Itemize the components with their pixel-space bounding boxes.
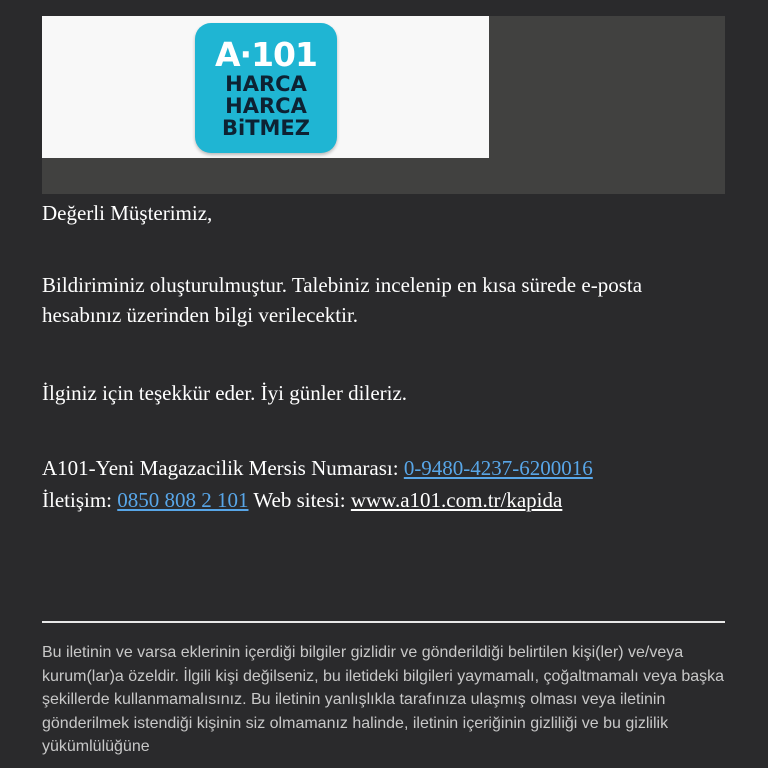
company-info [42,452,722,516]
email-greeting: Değerli Müşterimiz, [42,201,213,225]
logo-slogan-line-2: HARCA [225,93,307,118]
logo-panel [42,16,489,158]
email-paragraph-notification: Bildiriminiz oluşturulmuştur. Talebiniz incelenip en kısa sürede e-posta hesabınız üzerinden bilgi verilecektir. [42,273,643,327]
footer-divider [42,621,725,623]
logo-slogan-line-3: BiTMEZ [222,115,310,140]
phone-link[interactable]: 0850 808 2 101 [117,488,249,512]
mersis-number-link[interactable]: 0-9480-4237-6200016 [403,456,593,480]
email-paragraph-thanks: İlginiz için teşekkür eder. İyi günler dileriz. [42,381,408,405]
mersis-label: A101-Yeni Magazacilik Mersis Numarası: [42,456,404,480]
website-link[interactable]: www.a101.com.tr/kapida [350,488,563,512]
logo-brand-text: A·101 [215,34,317,74]
contact-label: İletişim: [42,488,118,512]
email-header-banner [42,16,725,194]
logo-slogan-line-1: HARCA [225,71,307,96]
website-label: Web sitesi: [248,488,351,512]
a101-logo [195,23,337,153]
confidentiality-disclaimer: Bu iletinin ve varsa eklerinin içerdiği bilgiler gizlidir ve gönderildiği belirtilen kişi(ler) ve/veya kurum(lar)a özeldir. İlgili kişi değilseniz, bu iletideki bilgileri yaymamalı, çoğaltmamalı veya başka şekillerde kullanmamalısınız. Bu iletinin yanlışlıkla tarafınıza ulaşmış olması veya iletinin gönderilmek istendiği kişinin siz olmamanız halinde, iletinin içeriğinin gizliliği ve bu gizlilik yükümlülüğüne [42,644,725,755]
